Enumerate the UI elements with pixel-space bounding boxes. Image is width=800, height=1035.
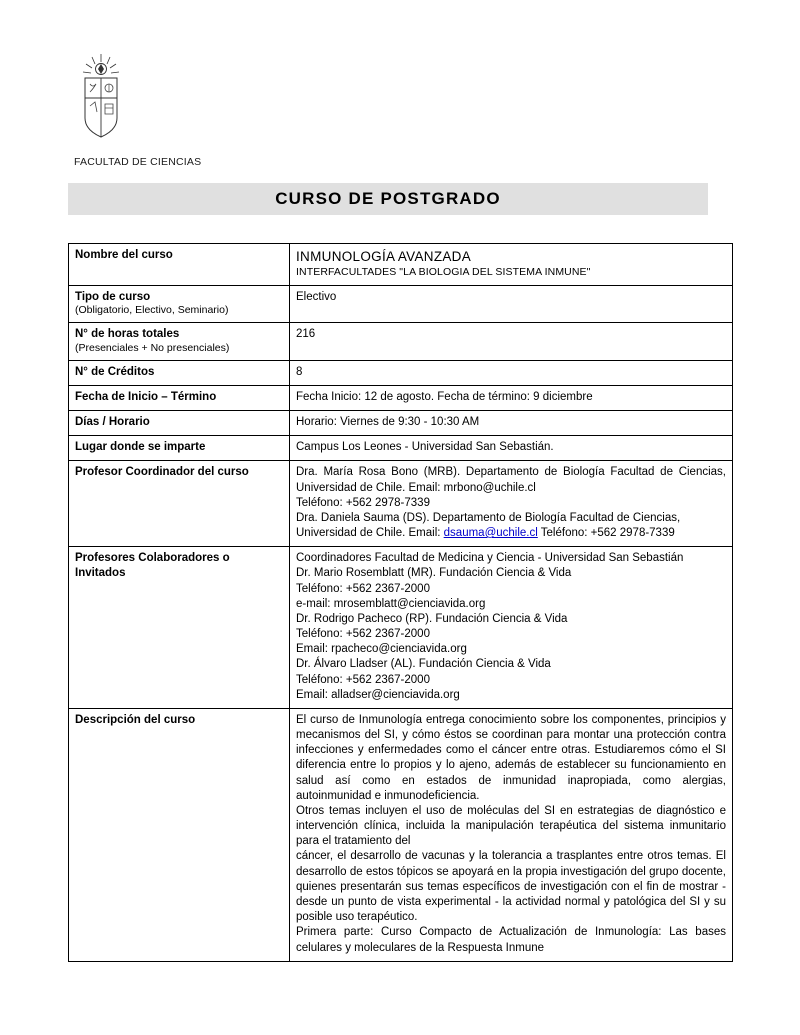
row-value-dates: Fecha Inicio: 12 de agosto. Fecha de término: 9 diciembre bbox=[290, 385, 733, 410]
coordinator-line-2: Teléfono: +562 2978-7339 bbox=[296, 496, 430, 509]
description-paragraph: Primera parte: Curso Compacto de Actualización de Inmunología: Las bases celulares y moleculares de la Respuesta Inmune bbox=[296, 926, 726, 954]
table-row bbox=[69, 323, 733, 361]
row-label-total-hours-text: N° de horas totales bbox=[75, 328, 180, 341]
collaborator-line: Dr. Rodrigo Pacheco (RP). Fundación Ciencia & Vida bbox=[296, 612, 568, 625]
row-value-coordinator bbox=[290, 461, 733, 547]
table-row bbox=[69, 436, 733, 461]
collaborator-line: Email: rpacheco@cienciavida.org bbox=[296, 643, 467, 656]
row-label-course-type-text: Tipo de curso bbox=[75, 290, 151, 303]
description-paragraph: cáncer, el desarrollo de vacunas y la tolerancia a trasplantes entre otros temas. El desarrollo de estos tópicos se apoyará en la propia investigación del grupo docente, quienes presentarán sus temas específicos de investigación con el fin de mostrar - desde un punto de vista experimental - la actividad normal y patológica del SI y su posible uso terapéutico. bbox=[296, 850, 726, 924]
description-paragraph: El curso de Inmunología entrega conocimiento sobre los componentes, principios y mecanismos del SI, y cómo éstos se coordinan para montar una protección contra infecciones y enfermedades como el cáncer entre otras. Estudiaremos cómo el SI diferencia entre lo propios y lo ajeno, además de establecer su funcionamiento en salud así como en estados de inmunidad inapropiada, como alergias, autoinmunidad e inmunodeficiencia. bbox=[296, 713, 726, 802]
course-info-table bbox=[68, 243, 733, 962]
table-row bbox=[69, 461, 733, 547]
row-label-total-hours bbox=[69, 323, 290, 361]
collaborator-line: Dr. Mario Rosemblatt (MR). Fundación Ciencia & Vida bbox=[296, 567, 572, 580]
table-row bbox=[69, 385, 733, 410]
coordinator-line-3-pre: Dra. Daniela Sauma (DS). Departamento de Biología Facultad de Ciencias, Universidad de Chile. Email: bbox=[296, 511, 681, 540]
course-name-main: INMUNOLOGÍA AVANZADA bbox=[296, 249, 472, 264]
row-label-course-type bbox=[69, 285, 290, 323]
page-title: CURSO DE POSTGRADO bbox=[275, 189, 501, 208]
table-row bbox=[69, 547, 733, 709]
row-label-collaborators: Profesores Colaboradores o Invitados bbox=[69, 547, 290, 709]
table-row bbox=[69, 411, 733, 436]
row-value-course-type: Electivo bbox=[290, 285, 733, 323]
table-row bbox=[69, 360, 733, 385]
faculty-name: FACULTAD DE CIENCIAS bbox=[74, 156, 202, 168]
row-sublabel-course-type: (Obligatorio, Electivo, Seminario) bbox=[75, 304, 229, 317]
row-label-coordinator: Profesor Coordinador del curso bbox=[69, 461, 290, 547]
row-value-course-name bbox=[290, 244, 733, 286]
table-row bbox=[69, 285, 733, 323]
course-title-banner bbox=[68, 183, 708, 215]
coordinator-line-3-post: Teléfono: +562 2978-7339 bbox=[537, 527, 675, 540]
collaborator-line: Email: alladser@cienciavida.org bbox=[296, 688, 460, 701]
row-value-credits: 8 bbox=[290, 360, 733, 385]
table-row bbox=[69, 708, 733, 961]
row-label-dates: Fecha de Inicio – Término bbox=[69, 385, 290, 410]
university-crest-icon bbox=[74, 52, 128, 140]
collaborator-line: Teléfono: +562 2367-2000 bbox=[296, 582, 430, 595]
row-sublabel-total-hours: (Presenciales + No presenciales) bbox=[75, 341, 230, 354]
collaborator-line: Coordinadores Facultad de Medicina y Ciencia - Universidad San Sebastián bbox=[296, 552, 684, 565]
description-paragraph: Otros temas incluyen el uso de moléculas del SI en estrategias de diagnóstico e intervención clínica, incluida la manipulación terapéutica del sistema inmunitario para el tratamiento del bbox=[296, 804, 726, 848]
coordinator-line-3 bbox=[296, 511, 726, 541]
row-label-schedule: Días / Horario bbox=[69, 411, 290, 436]
collaborator-line: Teléfono: +562 2367-2000 bbox=[296, 673, 430, 686]
row-value-schedule: Horario: Viernes de 9:30 - 10:30 AM bbox=[290, 411, 733, 436]
collaborator-line: Dr. Álvaro Lladser (AL). Fundación Ciencia & Vida bbox=[296, 658, 551, 671]
coordinator-email-link[interactable]: dsauma@uchile.cl bbox=[443, 527, 538, 540]
row-label-description: Descripción del curso bbox=[69, 708, 290, 961]
collaborator-line: Teléfono: +562 2367-2000 bbox=[296, 628, 430, 641]
row-value-total-hours: 216 bbox=[290, 323, 733, 361]
course-name-sub: INTERFACULTADES "LA BIOLOGIA DEL SISTEMA INMUNE" bbox=[296, 265, 591, 278]
row-value-description bbox=[290, 708, 733, 961]
row-value-location: Campus Los Leones - Universidad San Sebastián. bbox=[290, 436, 733, 461]
collaborator-line: e-mail: mrosemblatt@cienciavida.org bbox=[296, 597, 486, 610]
row-label-location: Lugar donde se imparte bbox=[69, 436, 290, 461]
coordinator-line-1: Dra. María Rosa Bono (MRB). Departamento de Biología Facultad de Ciencias, Universidad de Chile. Email: mrbono@uchile.cl bbox=[296, 466, 726, 494]
row-value-collaborators bbox=[290, 547, 733, 709]
row-label-course-name: Nombre del curso bbox=[69, 244, 290, 286]
table-row bbox=[69, 244, 733, 286]
row-label-credits: N° de Créditos bbox=[69, 360, 290, 385]
